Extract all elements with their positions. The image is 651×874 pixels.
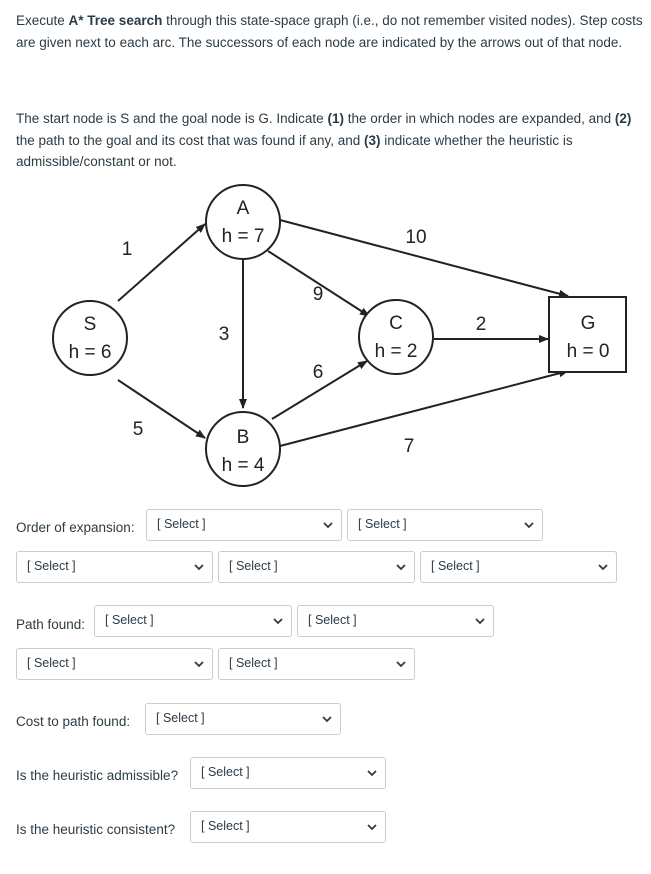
chevron-down-icon	[273, 616, 283, 626]
chevron-down-icon	[194, 562, 204, 572]
node-c	[359, 300, 433, 374]
node-c-heuristic: h = 2	[374, 341, 418, 362]
consistent-select[interactable]: [ Select ]	[190, 811, 386, 843]
node-b	[206, 412, 280, 486]
edge-s-b	[118, 380, 205, 438]
instructions-paragraph-1: Execute A* Tree search through this state-space graph (i.e., do not remember visited nodes). Step costs are given next to each arc. The successors of each node are indicated by the arrows out of that node.	[16, 13, 643, 50]
instructions-paragraph-2: The start node is S and the goal node is G. Indicate (1) the order in which nodes are expanded, and (2) the path to the goal and its cost that was found if any, and (3) indicate whether the heuristic is admissible/constant or not.	[16, 111, 632, 169]
chevron-down-icon	[194, 659, 204, 669]
chevron-down-icon	[323, 520, 333, 530]
node-g	[549, 297, 626, 372]
node-a	[206, 185, 280, 259]
cost-s-b: 5	[132, 419, 144, 440]
chevron-down-icon	[322, 714, 332, 724]
path-found-label: Path found:	[16, 617, 86, 632]
chevron-down-icon	[475, 616, 485, 626]
cost-b-c: 6	[312, 362, 324, 383]
node-b-name: B	[236, 427, 250, 448]
chevron-down-icon	[367, 768, 377, 778]
node-a-name: A	[236, 198, 250, 219]
cost-a-g: 10	[405, 227, 427, 248]
node-s-heuristic: h = 6	[68, 342, 112, 363]
path-select-2[interactable]: [ Select ]	[297, 605, 494, 637]
node-a-heuristic: h = 7	[221, 226, 265, 247]
order-select-1[interactable]: [ Select ]	[146, 509, 342, 541]
node-s-name: S	[83, 314, 97, 335]
node-s	[53, 301, 127, 375]
chevron-down-icon	[396, 562, 406, 572]
order-select-5[interactable]: [ Select ]	[420, 551, 617, 583]
order-of-expansion-label: Order of expansion:	[16, 520, 135, 535]
cost-a-c: 9	[312, 284, 324, 305]
cost-to-path-label: Cost to path found:	[16, 714, 131, 729]
order-select-4[interactable]: [ Select ]	[218, 551, 415, 583]
order-select-3[interactable]: [ Select ]	[16, 551, 213, 583]
path-select-3[interactable]: [ Select ]	[16, 648, 213, 680]
node-g-name: G	[580, 313, 596, 334]
chevron-down-icon	[598, 562, 608, 572]
cost-a-b: 3	[218, 324, 230, 345]
chevron-down-icon	[367, 822, 377, 832]
node-g-heuristic: h = 0	[566, 341, 610, 362]
admissible-label: Is the heuristic admissible?	[16, 768, 179, 783]
node-c-name: C	[389, 313, 403, 334]
node-b-heuristic: h = 4	[221, 455, 265, 476]
cost-c-g: 2	[475, 314, 487, 335]
order-select-2[interactable]: [ Select ]	[347, 509, 543, 541]
path-select-4[interactable]: [ Select ]	[218, 648, 415, 680]
cost-select[interactable]: [ Select ]	[145, 703, 341, 735]
consistent-label: Is the heuristic consistent?	[16, 822, 176, 837]
edge-s-a	[118, 224, 205, 301]
path-select-1[interactable]: [ Select ]	[94, 605, 292, 637]
chevron-down-icon	[524, 520, 534, 530]
state-space-graph	[0, 180, 651, 500]
admissible-select[interactable]: [ Select ]	[190, 757, 386, 789]
cost-s-a: 1	[121, 239, 133, 260]
chevron-down-icon	[396, 659, 406, 669]
cost-b-g: 7	[403, 436, 415, 457]
